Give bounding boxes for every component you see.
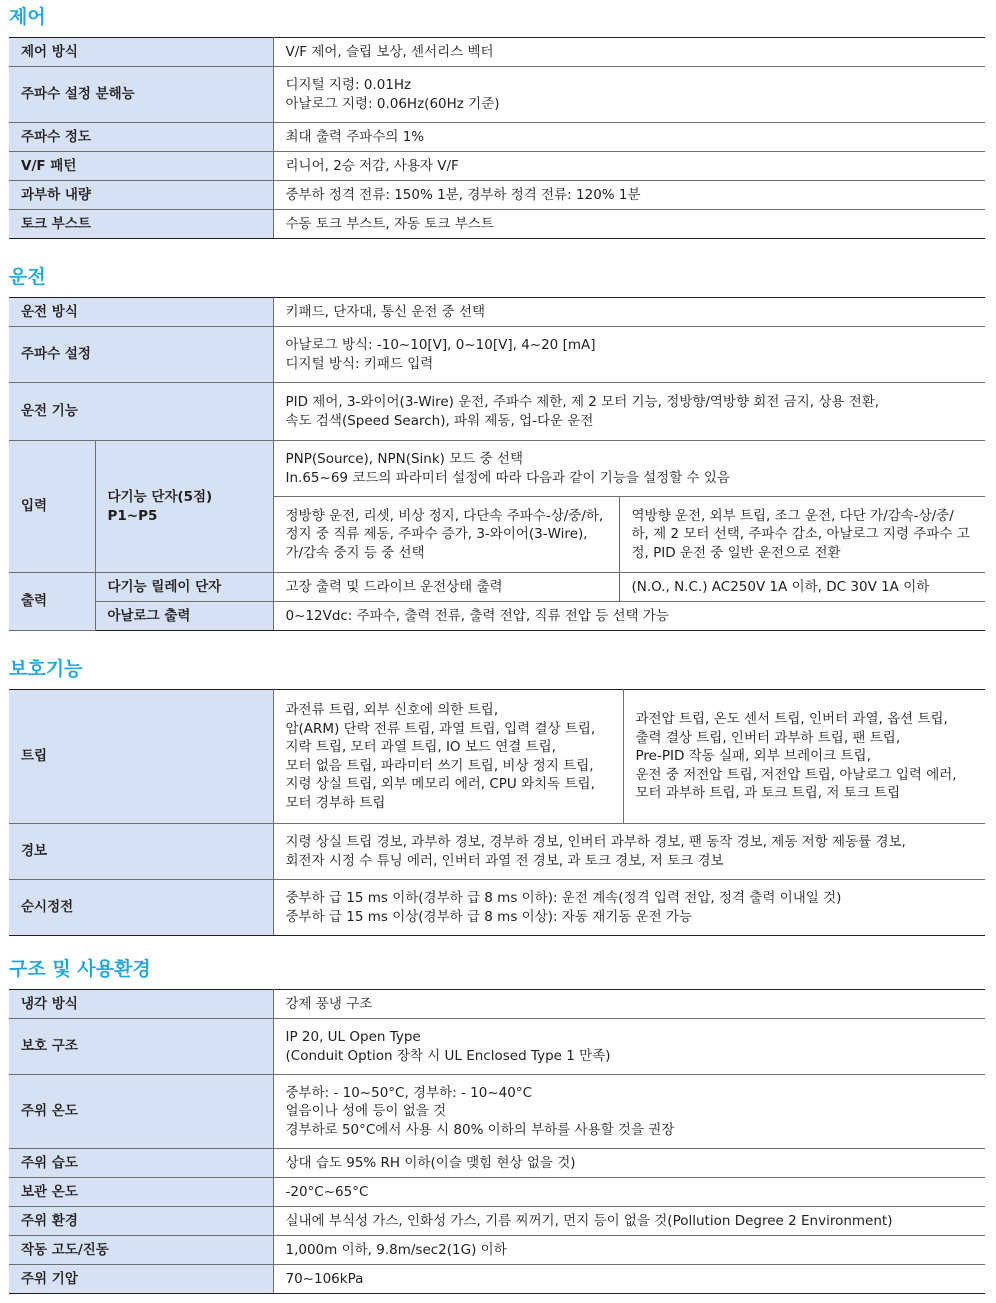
row-label: 냉각 방식: [9, 990, 273, 1019]
protection-table: [9, 689, 985, 936]
section-operation: [0, 263, 985, 631]
value-line: 과전압 트립, 온도 센서 트립, 인버터 과열, 옵션 트립,: [635, 711, 948, 728]
row-value: [273, 1236, 985, 1265]
operation-table: [9, 297, 985, 631]
value-line: 아날로그 방식: -10~10[V], 0~10[V], 4~20 [mA]: [285, 337, 596, 353]
row-label: 출력: [9, 573, 95, 631]
value-line: Pre-PID 작동 실패, 외부 브레이크 트립,: [635, 748, 871, 765]
table-row: [9, 181, 985, 210]
row-value-left: [273, 690, 623, 824]
value-line: 정지 중 직류 제동, 주파수 증가, 3-와이어(3-Wire),: [285, 526, 588, 543]
row-value: [273, 298, 985, 327]
row-label: 주위 습도: [9, 1149, 273, 1178]
value-line: 중부하: - 10~50°C, 경부하: - 10~40°C: [285, 1084, 533, 1101]
row-label: V/F 패턴: [9, 152, 273, 181]
table-row: [9, 327, 985, 383]
table-row: [9, 1178, 985, 1207]
value-line: 정방향 운전, 리셋, 비상 정지, 다단속 주파수-상/중/하,: [285, 507, 604, 524]
row-label: 운전 방식: [9, 298, 273, 327]
row-label: 주위 온도: [9, 1075, 273, 1149]
value-line: 운전 중 저전압 트립, 저전압 트립, 아날로그 입력 에러,: [635, 766, 957, 783]
row-label: 주위 기압: [9, 1265, 273, 1294]
row-value: [273, 880, 985, 936]
sublabel-line: P1~P5: [107, 507, 158, 524]
row-value-right: [623, 690, 985, 824]
row-value: [273, 123, 985, 152]
row-sublabel: 다기능 릴레이 단자: [95, 573, 273, 602]
row-value: [273, 824, 985, 880]
row-value: [273, 210, 985, 239]
value-line: 디지털 방식: 키패드 입력: [285, 355, 434, 372]
table-row: [9, 690, 985, 824]
row-value: [273, 327, 985, 383]
value-line: 상대 습도 95% RH 이하(이슬 맺힘 현상 없을 것): [285, 1154, 576, 1171]
row-value: [273, 1149, 985, 1178]
table-row: [9, 67, 985, 123]
value-line: 과전류 트립, 외부 신호에 의한 트립,: [285, 702, 499, 718]
row-sublabel: 아날로그 출력: [95, 602, 273, 631]
table-row: [9, 824, 985, 880]
row-value: [273, 602, 985, 631]
row-value: [273, 1178, 985, 1207]
value-line: 모터 경부하 트립: [285, 794, 386, 811]
section-protection: [0, 655, 985, 936]
row-value-left: [273, 573, 619, 602]
row-label: 트립: [9, 690, 273, 824]
value-line: In.65~69 코드의 파라미터 설정에 따라 다음과 같이 기능을 설정할 수 있음: [285, 469, 730, 486]
row-value: [273, 1075, 985, 1149]
value-line: IP 20, UL Open Type: [285, 1029, 421, 1045]
value-line: 중부하 급 15 ms 이상(경부하 급 8 ms 이상): 자동 재기동 운전 가능: [285, 908, 693, 925]
row-label: 토크 부스트: [9, 210, 273, 239]
section-title-protection: 보호기능: [9, 658, 83, 680]
table-row: [9, 1075, 985, 1149]
value-line: 가/감속 중지 등 중 선택: [285, 544, 425, 561]
table-row: [9, 573, 985, 602]
value-line: 디지털 지령: 0.01Hz: [285, 77, 412, 93]
value-line: 암(ARM) 단락 전류 트립, 과열 트립, 입력 결상 트립,: [285, 720, 596, 737]
row-sublabel: [95, 441, 273, 573]
table-row: [9, 298, 985, 327]
table-row: [9, 1265, 985, 1294]
row-label: 제어 방식: [9, 38, 273, 67]
environment-table: [9, 989, 985, 1294]
value-line: 하, 제 2 모터 선택, 주파수 감소, 아날로그 지령 주파수 고: [631, 526, 970, 543]
section-environment: [0, 955, 985, 1294]
value-line: 1,000m 이하, 9.8m/sec2(1G) 이하: [285, 1241, 507, 1258]
sublabel-line: 다기능 단자(5점): [107, 489, 213, 505]
table-row: [9, 123, 985, 152]
table-row: [9, 1236, 985, 1265]
section-control: [0, 3, 985, 239]
row-value: [273, 1265, 985, 1294]
row-value: [273, 990, 985, 1019]
row-label: 보호 구조: [9, 1019, 273, 1075]
table-row: [9, 990, 985, 1019]
value-line: 강제 풍냉 구조: [285, 995, 373, 1012]
value-line: 속도 검색(Speed Search), 파워 제동, 업-다운 운전: [285, 412, 594, 429]
value-line: 중부하 급 15 ms 이하(경부하 급 8 ms 이하): 운전 계속(정격 입력 전압, 정격 출력 이내일 것): [285, 890, 842, 906]
row-value: [273, 1019, 985, 1075]
row-label: 주위 환경: [9, 1207, 273, 1236]
value-line: 지령 상실 트립, 외부 메모리 에러, CPU 와치독 트립,: [285, 776, 595, 792]
value-line: 지령 상실 트립 경보, 과부하 경보, 경부하 경보, 인버터 과부하 경보, 팬 동작 경보, 제동 저항 제동률 경보,: [285, 834, 906, 850]
row-value: [273, 441, 985, 497]
value-line: 모터 과부하 트립, 과 토크 트립, 저 토크 트립: [635, 785, 901, 802]
table-row: [9, 441, 985, 497]
row-value: [273, 152, 985, 181]
value-line: (Conduit Option 장착 시 UL Enclosed Type 1 만족): [285, 1047, 611, 1064]
row-label: 경보: [9, 824, 273, 880]
value-line: 실내에 부식성 가스, 인화성 가스, 기름 찌꺼기, 먼지 등이 없을 것(Pollution Degree 2 Environment): [285, 1212, 893, 1229]
value-line: 수동 토크 부스트, 자동 토크 부스트: [285, 215, 494, 232]
row-label: 보관 온도: [9, 1178, 273, 1207]
row-label: 주파수 정도: [9, 123, 273, 152]
value-line: 모터 없음 트립, 파라미터 쓰기 트립, 비상 정지 트립,: [285, 757, 594, 774]
value-line: 경부하로 50°C에서 사용 시 80% 이하의 부하를 사용할 것을 권장: [285, 1121, 675, 1138]
table-row: [9, 880, 985, 936]
row-value: [273, 181, 985, 210]
table-row: [9, 383, 985, 441]
value-line: 지락 트립, 모터 과열 트립, IO 보드 연결 트립,: [285, 739, 556, 755]
value-line: 고장 출력 및 드라이브 운전상태 출력: [285, 578, 503, 595]
row-label: 입력: [9, 441, 95, 573]
value-line: 역방향 운전, 외부 트립, 조그 운전, 다단 가/감속-상/중/: [631, 507, 954, 524]
row-label: 작동 고도/진동: [9, 1236, 273, 1265]
row-value-left: [273, 497, 619, 573]
table-row: [9, 1207, 985, 1236]
row-label: 운전 기능: [9, 383, 273, 441]
row-label: 주파수 설정 분해능: [9, 67, 273, 123]
row-label: 순시정전: [9, 880, 273, 936]
table-row: [9, 38, 985, 67]
value-line: (N.O., N.C.) AC250V 1A 이하, DC 30V 1A 이하: [631, 578, 930, 595]
value-line: PID 제어, 3-와이어(3-Wire) 운전, 주파수 제한, 제 2 모터 기능, 정방향/역방향 회전 금지, 상용 전환,: [285, 394, 880, 410]
table-row: [9, 210, 985, 239]
section-title-environment: 구조 및 사용환경: [9, 958, 151, 980]
value-line: 키패드, 단자대, 통신 운전 중 선택: [285, 303, 486, 320]
value-line: PNP(Source), NPN(Sink) 모드 중 선택: [285, 451, 524, 467]
value-line: V/F 제어, 슬립 보상, 센서리스 벡터: [285, 43, 494, 60]
row-value: [273, 1207, 985, 1236]
table-row: [9, 1019, 985, 1075]
value-line: 아날로그 지령: 0.06Hz(60Hz 기준): [285, 95, 500, 112]
section-title-operation: 운전: [9, 266, 46, 288]
value-line: 최대 출력 주파수의 1%: [285, 128, 425, 145]
value-line: 0~12Vdc: 주파수, 출력 전류, 출력 전압, 직류 전압 등 선택 가능: [285, 607, 669, 624]
control-table: [9, 37, 985, 239]
value-line: 출력 결상 트립, 인버터 과부하 트립, 팬 트립,: [635, 729, 901, 746]
table-row: [9, 1149, 985, 1178]
value-line: 회전자 시정 수 튜닝 에러, 인버터 과열 전 경보, 과 토크 경보, 저 토크 경보: [285, 852, 724, 869]
value-line: -20°C~65°C: [285, 1183, 369, 1200]
row-value: [273, 38, 985, 67]
row-value: [273, 67, 985, 123]
row-value-right: [619, 497, 985, 573]
row-label: 주파수 설정: [9, 327, 273, 383]
row-value-right: [619, 573, 985, 602]
value-line: 얼음이나 성에 등이 없을 것: [285, 1103, 447, 1120]
row-label: 과부하 내량: [9, 181, 273, 210]
value-line: 정, PID 운전 중 일반 운전으로 전환: [631, 544, 841, 561]
table-row: [9, 152, 985, 181]
value-line: 리니어, 2승 저감, 사용자 V/F: [285, 157, 459, 174]
table-row: [9, 602, 985, 631]
section-title-control: 제어: [9, 6, 46, 28]
value-line: 중부하 정격 전류: 150% 1분, 경부하 정격 전류: 120% 1분: [285, 186, 641, 203]
value-line: 70~106kPa: [285, 1270, 364, 1287]
row-value: [273, 383, 985, 441]
